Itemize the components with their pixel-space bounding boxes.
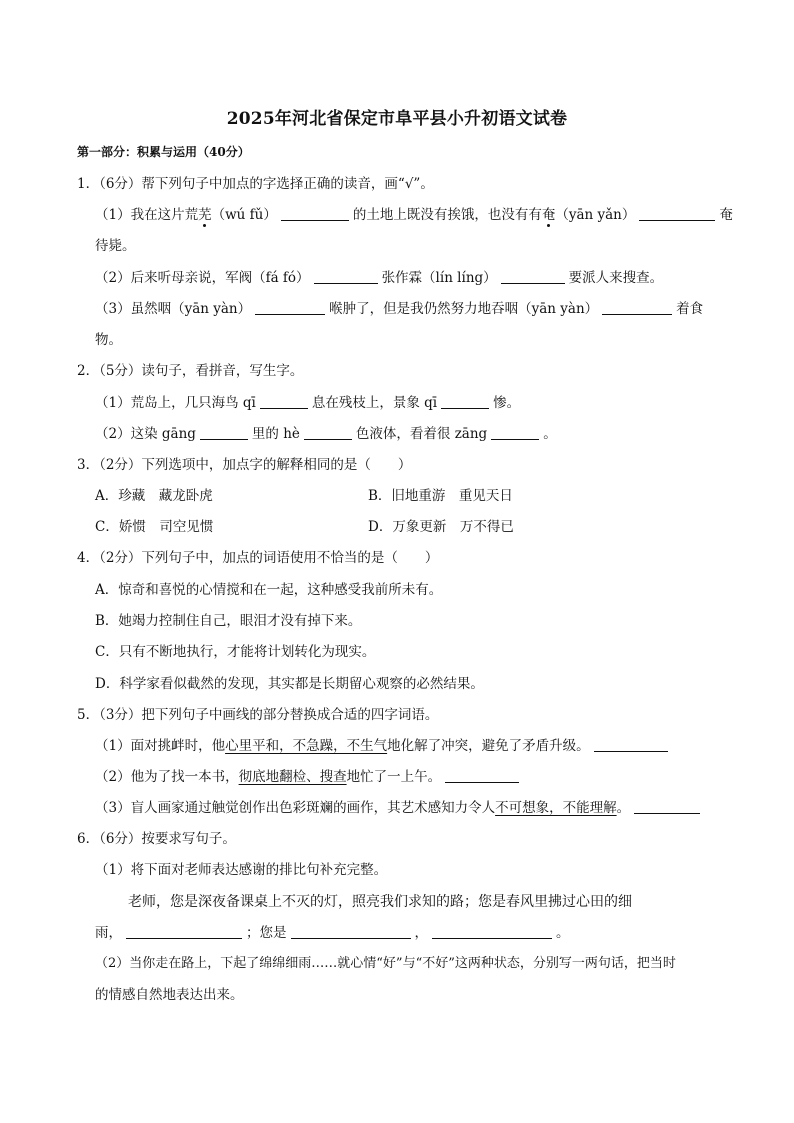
- text: 色液体，看着很 zāng: [355, 426, 488, 442]
- text: （3）虽然咽（yān yàn）: [95, 301, 252, 317]
- q6-paragraph-line-2: [95, 924, 570, 942]
- q5-sentence-2: [95, 768, 523, 786]
- q4-option-d[interactable]: D．科学家看似截然的发现，其实都是长期留心观察的必然结果。: [95, 676, 484, 692]
- q3-option-d[interactable]: D．万象更新 万不得已: [368, 519, 514, 535]
- text: 要派人来搜查。: [568, 270, 664, 286]
- text: 。: [616, 800, 631, 816]
- answer-blank[interactable]: [432, 924, 552, 939]
- dotted-char: 芜: [198, 207, 212, 223]
- text: （1）荒岛上，几只海鸟 qī: [95, 395, 256, 411]
- q1-sentence-1-cont: 待毙。: [95, 238, 136, 254]
- text: （1）面对挑衅时，他: [95, 738, 226, 754]
- question-6-stem: 6．（6分）按要求写句子。: [77, 831, 236, 847]
- q1-sentence-3-cont: 物。: [95, 332, 122, 348]
- text: 惨。: [493, 395, 521, 411]
- text: 地忙了一上午。: [346, 769, 442, 785]
- text: （yān yǎn）: [555, 207, 636, 223]
- answer-blank[interactable]: [255, 300, 325, 315]
- question-1-stem: 1．（6分）帮下列句子中加点的字选择正确的读音，画“√”。: [77, 176, 434, 192]
- underlined-phrase: 不可想象，不能理解: [495, 800, 617, 816]
- underlined-phrase: 彻底地翻检、搜查: [238, 769, 347, 785]
- q3-option-b[interactable]: B．旧地重游 重见天日: [368, 488, 513, 504]
- text: 地化解了冲突，避免了矛盾升级。: [387, 738, 590, 754]
- text: 着食: [676, 301, 704, 317]
- answer-blank[interactable]: [634, 799, 700, 814]
- section-heading: 第一部分：积累与运用（40分）: [77, 145, 250, 159]
- answer-blank[interactable]: [445, 768, 519, 783]
- text: （2）后来听母亲说，军阀（fá fó）: [95, 270, 310, 286]
- q4-option-b[interactable]: B．她竭力控制住自己，眼泪才没有掉下来。: [95, 613, 362, 629]
- answer-blank[interactable]: [314, 269, 378, 284]
- question-3-stem: 3．（2分）下列选项中，加点字的解释相同的是（ ）: [77, 457, 412, 473]
- question-5-stem: 5．（3分）把下列句子中画线的部分替换成合适的四字词语。: [77, 707, 439, 723]
- text: ；您是: [246, 925, 287, 941]
- q2-sentence-2: [95, 425, 557, 443]
- text: （2）他为了找一本书，: [95, 769, 239, 785]
- text: （2）这染 gāng: [95, 426, 196, 442]
- q1-sentence-1: （1）我在这片荒芜（wú fǔ） 的土地上既没有挨饿，也没有有奄（yān yǎn） 奄: [95, 207, 733, 223]
- text: 里的 hè: [251, 426, 300, 442]
- q2-sentence-1: [95, 394, 520, 412]
- answer-blank[interactable]: [200, 425, 248, 440]
- answer-blank[interactable]: [491, 425, 539, 440]
- text: 奄: [719, 207, 733, 223]
- text: 。: [556, 925, 570, 941]
- q1-sentence-2: [95, 269, 663, 287]
- text: 的土地上既没有挨饿，也没有: [352, 207, 529, 223]
- answer-blank[interactable]: [260, 394, 308, 409]
- underlined-phrase: 心里平和，不急躁，不生气: [225, 738, 388, 754]
- text: 雨，: [95, 925, 122, 941]
- answer-blank[interactable]: [304, 425, 352, 440]
- q6-sub-2-line-1: （2）当你走在路上，下起了绵绵细雨……就心情“好”与“不好”这两种状态，分别写一两句话，把当时: [95, 956, 676, 971]
- answer-blank[interactable]: [441, 394, 489, 409]
- answer-blank[interactable]: [602, 300, 672, 315]
- q1-sentence-3: [95, 300, 703, 318]
- text: 喉肿了，但是我仍然努力地吞咽（yān yàn）: [329, 301, 599, 317]
- text: （3）盲人画家通过触觉创作出色彩斑斓的画作，其艺术感知力令人: [95, 800, 496, 816]
- text: 。: [543, 426, 557, 442]
- answer-blank[interactable]: [291, 924, 411, 939]
- answer-blank[interactable]: [501, 269, 565, 284]
- dotted-char: 奄: [541, 207, 556, 223]
- q5-sentence-3: [95, 799, 704, 817]
- answer-blank[interactable]: [594, 737, 668, 752]
- question-2-stem: 2．（5分）读句子，看拼音，写生字。: [77, 363, 304, 379]
- q3-option-a[interactable]: A．珍藏 藏龙卧虎: [95, 488, 213, 504]
- q6-paragraph-line-1: 老师，您是深夜备课桌上不灭的灯，照亮我们求知的路；您是春风里拂过心田的细: [128, 894, 632, 910]
- answer-blank[interactable]: [281, 206, 349, 221]
- q6-sub-1: （1）将下面对老师表达感谢的排比句补充完整。: [95, 862, 388, 878]
- text: （1）我在这片: [95, 207, 185, 223]
- q6-sub-2-line-2: 的情感自然地表达出来。: [95, 987, 244, 1003]
- q3-option-c[interactable]: C．娇惯 司空见惯: [95, 519, 214, 535]
- answer-blank[interactable]: [126, 924, 242, 939]
- text: 息在残枝上，景象 qī: [311, 395, 438, 411]
- text: ，: [414, 925, 428, 941]
- q5-sentence-1: [95, 737, 672, 755]
- answer-blank[interactable]: [639, 206, 715, 221]
- page-title: 2025年河北省保定市阜平县小升初语文试卷: [226, 109, 568, 129]
- q4-option-c[interactable]: C．只有不断地执行，才能将计划转化为现实。: [95, 644, 376, 660]
- text: （wú fǔ）: [211, 207, 277, 223]
- q4-option-a[interactable]: A．惊奇和喜悦的心情搅和在一起，这种感受我前所未有。: [95, 582, 443, 598]
- question-4-stem: 4．（2分）下列句子中，加点的词语使用不恰当的是（ ）: [77, 550, 439, 566]
- text: 张作霖（lín líng）: [381, 270, 497, 286]
